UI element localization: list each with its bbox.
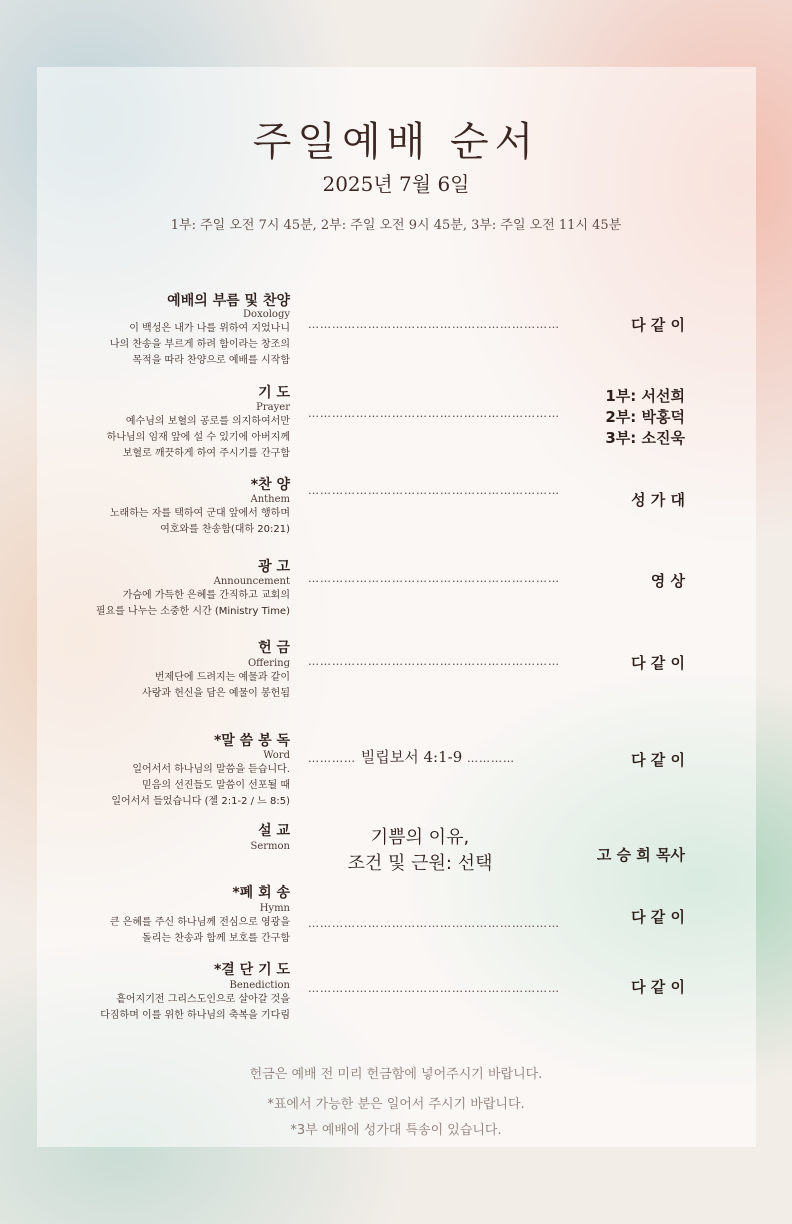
item-english: Sermon — [250, 841, 290, 852]
item-description: 이 백성은 내가 나를 위하여 지었나니 나의 찬송을 부르게 하려 함이라는 창조의 목적을 따라 찬양으로 예배를 시작함 — [109, 323, 290, 366]
offering-note: 헌금은 예배 전 미리 헌금함에 넣어주시기 바랍니다. — [249, 1067, 543, 1082]
dot-leader: ……………………………………………………… — [308, 407, 560, 420]
item-leader: 성 가 대 — [631, 491, 685, 509]
item-english: Word — [263, 750, 290, 761]
item-english: Benediction — [229, 980, 290, 991]
item-leader: 고 승 희 목사 — [596, 846, 685, 864]
item-name: *찬 양 — [250, 477, 290, 493]
item-leader: 다 같 이 — [631, 908, 685, 926]
scripture-reference: ………… 빌립보서 4:1-9 ………… — [308, 748, 516, 766]
item-name: 예배의 부름 및 찬양 — [167, 293, 290, 309]
item-name: *말 씀 봉 독 — [213, 733, 290, 749]
service-times: 1부: 주일 오전 7시 45분, 2부: 주일 오전 9시 45분, 3부: 주일 오전 11시 45분 — [170, 218, 622, 233]
dot-leader: ……………………………………………………… — [308, 655, 560, 668]
dot-leader: ……………………………………………………… — [308, 318, 560, 331]
item-description: 일어서서 하나님의 말씀을 듣습니다. 믿음의 선진들도 말씀이 선포될 때 일어서서 들었습니다 (젤 2:1-2 / 느 8:5) — [111, 764, 290, 807]
sermon-title: 기쁨의 이유, 조건 및 근원: 선택 — [347, 827, 493, 874]
choir-note: *3부 예배에 성가대 특송이 있습니다. — [290, 1123, 502, 1138]
item-name: 헌 금 — [258, 640, 290, 656]
item-leader: 1부: 서선희 2부: 박홍덕 3부: 소진욱 — [605, 387, 685, 447]
item-description: 번제단에 드려지는 예물과 같이 사랑과 헌신을 담은 예물이 봉헌됨 — [142, 672, 290, 699]
item-description: 노래하는 자를 택하여 군대 앞에서 행하며 여호와를 찬송함(대하 20:21) — [109, 508, 290, 535]
item-english: Anthem — [250, 494, 290, 505]
item-description: 큰 은혜를 주신 하나님께 전심으로 영광을 돌리는 찬송과 함께 보호를 간구함 — [109, 917, 290, 944]
item-name: 광 고 — [258, 559, 290, 575]
item-english: Offering — [247, 658, 290, 669]
item-name: *폐 회 송 — [232, 885, 290, 901]
item-leader: 영 상 — [650, 572, 685, 590]
item-english: Doxology — [243, 309, 290, 320]
item-description: 가슴에 가득한 은혜를 간직하고 교회의 필요를 나누는 소중한 시간 (Ministry Time) — [95, 590, 290, 617]
item-name: 기 도 — [258, 385, 290, 401]
service-date: 2025년 7월 6일 — [322, 172, 470, 196]
dot-leader: ……………………………………………………… — [308, 484, 560, 497]
item-english: Announcement — [213, 576, 290, 587]
dot-leader: ……………………………………………………… — [308, 572, 560, 585]
dot-leader: ……………………………………………………… — [308, 917, 560, 930]
item-leader: 다 같 이 — [631, 751, 685, 769]
item-name: 설 교 — [258, 823, 290, 839]
page-title: 주일예배 순서 — [252, 119, 540, 165]
standing-note: *표에서 가능한 분은 일어서 주시기 바랍니다. — [267, 1097, 525, 1112]
item-name: *결 단 기 도 — [213, 962, 290, 978]
item-english: Hymn — [259, 903, 290, 914]
item-english: Prayer — [256, 402, 290, 413]
dot-leader: ……………………………………………………… — [308, 982, 560, 995]
item-leader: 다 같 이 — [631, 316, 685, 334]
scripture-text: 빌립보서 4:1-9 — [360, 748, 463, 766]
item-leader: 다 같 이 — [631, 654, 685, 672]
item-leader: 다 같 이 — [631, 978, 685, 996]
item-description: 예수님의 보혈의 공로를 의지하여서만 하나님의 임재 앞에 설 수 있기에 아버지께 보혈로 깨끗하게 하여 주시기를 간구함 — [106, 416, 290, 459]
item-description: 흩어지기전 그리스도인으로 살아갈 것을 다짐하며 이를 위한 하나님의 축복을 기다림 — [100, 994, 290, 1021]
